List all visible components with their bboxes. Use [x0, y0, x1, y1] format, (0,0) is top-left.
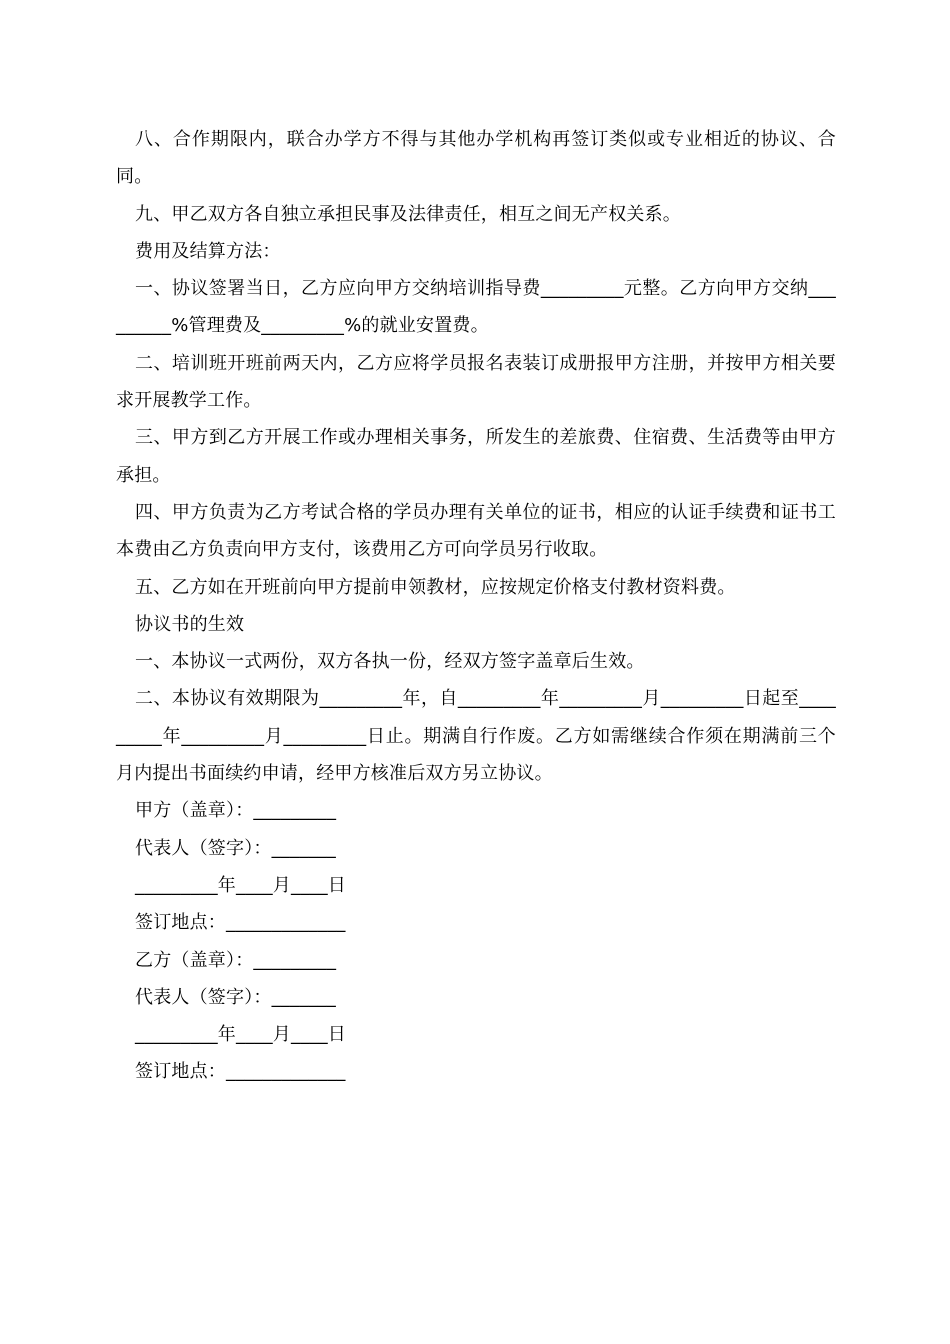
- fee-clause-3: 三、甲方到乙方开展工作或办理相关事务，所发生的差旅费、住宿费、生活费等由甲方承担。: [116, 427, 836, 486]
- party-b-seal-line: 乙方（盖章）：_________: [135, 949, 337, 971]
- fee-clause-4: 四、甲方负责为乙方考试合格的学员办理有关单位的证书，相应的认证手续费和证书工本费由乙方负责向甲方支付，该费用乙方可向学员另行收取。: [116, 501, 836, 561]
- section-heading-fees: 费用及结算方法：: [135, 240, 281, 262]
- clause-9-independent-liability: 九、甲乙双方各自独立承担民事及法律责任，相互之间无产权关系。: [135, 203, 681, 225]
- section-heading-effectiveness: 协议书的生效: [135, 613, 245, 635]
- fee-clause-1: 一、协议签署当日，乙方应向甲方交纳培训指导费_________元整。乙方向甲方交纳_________%管理费及_________%的就业安置费。: [116, 278, 836, 337]
- clause-8-cooperation-exclusivity: 八、合作期限内，联合办学方不得与其他办学机构再签订类似或专业相近的协议、合同。: [116, 129, 836, 188]
- effect-clause-2: 二、本协议有效期限为_________年，自_________年_________月_________日起至_________年_________月_________日止。期满自行作废。乙方如需继续合作须在期满前三个月内提出书面续约申请，经甲方核准后双方另立协议。: [116, 688, 836, 785]
- fee-clause-2: 二、培训班开班前两天内，乙方应将学员报名表装订成册报甲方注册，并按甲方相关要求开展教学工作。: [116, 352, 836, 412]
- fee-clause-5: 五、乙方如在开班前向甲方提前申领教材，应按规定价格支付教材资料费。: [135, 576, 736, 598]
- party-b-representative-line: 代表人（签字）：_______: [135, 986, 336, 1008]
- signature-block: [116, 792, 836, 1090]
- party-a-place-line: 签订地点：_____________: [135, 912, 346, 934]
- agreement-body: [116, 121, 836, 1091]
- effect-clause-1: 一、本协议一式两份，双方各执一份，经双方签字盖章后生效。: [135, 651, 645, 673]
- party-a-seal-line: 甲方（盖章）：_________: [135, 800, 337, 822]
- party-b-place-line: 签订地点：_____________: [135, 1061, 346, 1083]
- party-b-date-line: _________年____月____日: [135, 1024, 346, 1046]
- party-a-date-line: _________年____月____日: [135, 874, 346, 896]
- party-a-representative-line: 代表人（签字）：_______: [135, 837, 336, 859]
